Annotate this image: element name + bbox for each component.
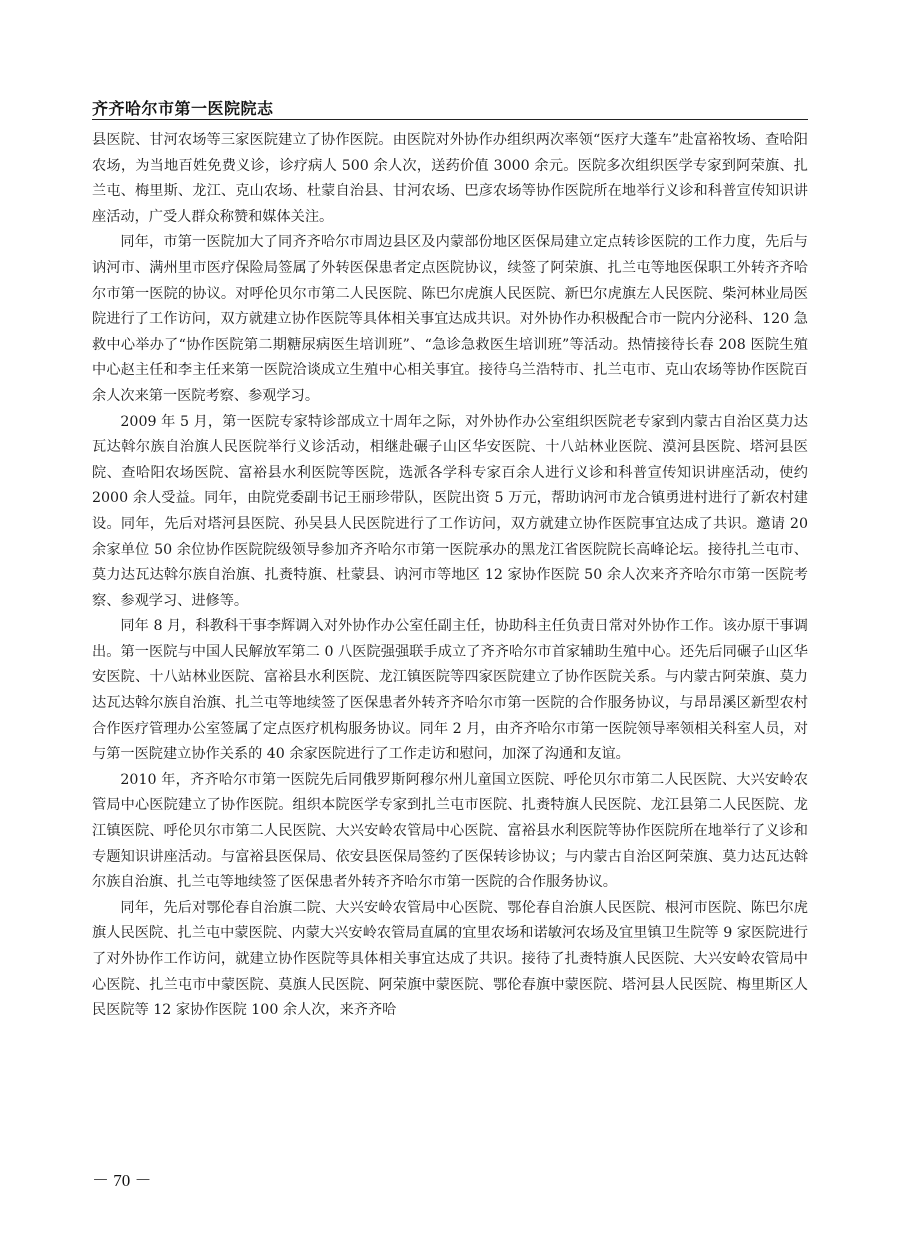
paragraph-3: 2009 年 5 月，第一医院专家特诊部成立十周年之际，对外协作办公室组织医院老专家到内蒙古自治区莫力达瓦达斡尔族自治旗人民医院举行义诊活动，相继赴碾子山区华安医院、十八站林业医院、漠河县医院、塔河县医院、查哈阳农场医院、富裕县水利医院等医院，选派各学科专家百余人进行义诊和科普宣传知识讲座活动，使约 2000 余人受益。同年，由院党委副书记王丽珍带队，医院出资 5 万元，帮助讷河市龙合镇勇进村进行了新农村建设。同年，先后对塔河县医院、孙吴县人民医院进行了工作访问，双方就建立协作医院事宜达成了共识。邀请 20 余家单位 50 余位协作医院院级领导参加齐齐哈尔市第一医院承办的黑龙江省医院院长高峰论坛。接待扎兰屯市、莫力达瓦达斡尔族自治旗、扎赉特旗、杜蒙县、讷河市等地区 12 家协作医院 50 余人次来齐齐哈尔市第一医院考察、参观学习、进修等。 [92, 413, 808, 609]
running-head-title: 齐齐哈尔市第一医院院志 [92, 99, 274, 118]
body-text [92, 128, 808, 1024]
header-rule [92, 119, 808, 120]
page-number: － 70 － [92, 1171, 152, 1190]
paragraph-5: 2010 年，齐齐哈尔市第一医院先后同俄罗斯阿穆尔州儿童国立医院、呼伦贝尔市第二人民医院、大兴安岭农管局中心医院建立了协作医院。组织本院医学专家到扎兰屯市医院、扎赉特旗人民医院、龙江县第二人民医院、龙江镇医院、呼伦贝尔市第二人民医院、大兴安岭农管局中心医院、富裕县水利医院等协作医院所在地举行了义诊和专题知识讲座活动。与富裕县医保局、依安县医保局签约了医保转诊协议；与内蒙古自治区阿荣旗、莫力达瓦达斡尔族自治旗、扎兰屯等地续签了医保患者外转齐齐哈尔市第一医院的合作服务协议。 [92, 771, 808, 891]
paragraph-4: 同年 8 月，科教科干事李辉调入对外协作办公室任副主任，协助科主任负责日常对外协作工作。该办原干事调出。第一医院与中国人民解放军第二 0 八医院强强联手成立了齐齐哈尔市首家辅助生殖中心。还先后同碾子山区华安医院、十八站林业医院、富裕县水利医院、龙江镇医院等四家医院建立了协作医院关系。与内蒙古阿荣旗、莫力达瓦达斡尔族自治旗、扎兰屯等地续签了医保患者外转齐齐哈尔市第一医院的合作服务协议，与昂昂溪区新型农村合作医疗管理办公室签属了定点医疗机构服务协议。同年 2 月，由齐齐哈尔市第一医院领导率领相关科室人员，对与第一医院建立协作关系的 40 余家医院进行了工作走访和慰问，加深了沟通和友谊。 [92, 618, 808, 763]
paragraph-6: 同年，先后对鄂伦春自治旗二院、大兴安岭农管局中心医院、鄂伦春自治旗人民医院、根河市医院、陈巴尔虎旗人民医院、扎兰屯中蒙医院、内蒙大兴安岭农管局直属的宜里农场和诺敏河农场及宜里镇卫生院等 9 家医院进行了对外协作工作访问，就建立协作医院等具体相关事宜达成了共识。接待了扎赉特旗人民医院、大兴安岭农管局中心医院、扎兰屯市中蒙医院、莫旗人民医院、阿荣旗中蒙医院、鄂伦春旗中蒙医院、塔河县人民医院、梅里斯区人民医院等 12 家协作医院 100 余人次，来齐齐哈 [92, 899, 808, 1019]
paragraph-2: 同年，市第一医院加大了同齐齐哈尔市周边县区及内蒙部份地区医保局建立定点转诊医院的工作力度，先后与讷河市、满州里市医疗保险局签属了外转医保患者定点医院协议，续签了阿荣旗、扎兰屯等地医保职工外转齐齐哈尔市第一医院的协议。对呼伦贝尔市第二人民医院、陈巴尔虎旗人民医院、新巴尔虎旗左人民医院、柴河林业局医院进行了工作访问，双方就建立协作医院等具体相关事宜达成共识。对外协作办积极配合市一院内分泌科、120 急救中心举办了“协作医院第二期糖尿病医生培训班”、“急诊急救医生培训班”等活动。热情接待长春 208 医院生殖中心赵主任和李主任来第一医院洽谈成立生殖中心相关事宜。接待乌兰浩特市、扎兰屯市、克山农场等协作医院百余人次来第一医院考察、参观学习。 [92, 234, 808, 404]
paragraph-1: 县医院、甘河农场等三家医院建立了协作医院。由医院对外协作办组织两次率领“医疗大蓬车”赴富裕牧场、查哈阳农场，为当地百姓免费义诊，诊疗病人 500 余人次，送药价值 3000 余元。医院多次组织医学专家到阿荣旗、扎兰屯、梅里斯、龙江、克山农场、杜蒙自治县、甘河农场、巴彦农场等协作医院所在地举行义诊和科普宣传知识讲座活动，广受人群众称赞和媒体关注。 [92, 132, 808, 225]
